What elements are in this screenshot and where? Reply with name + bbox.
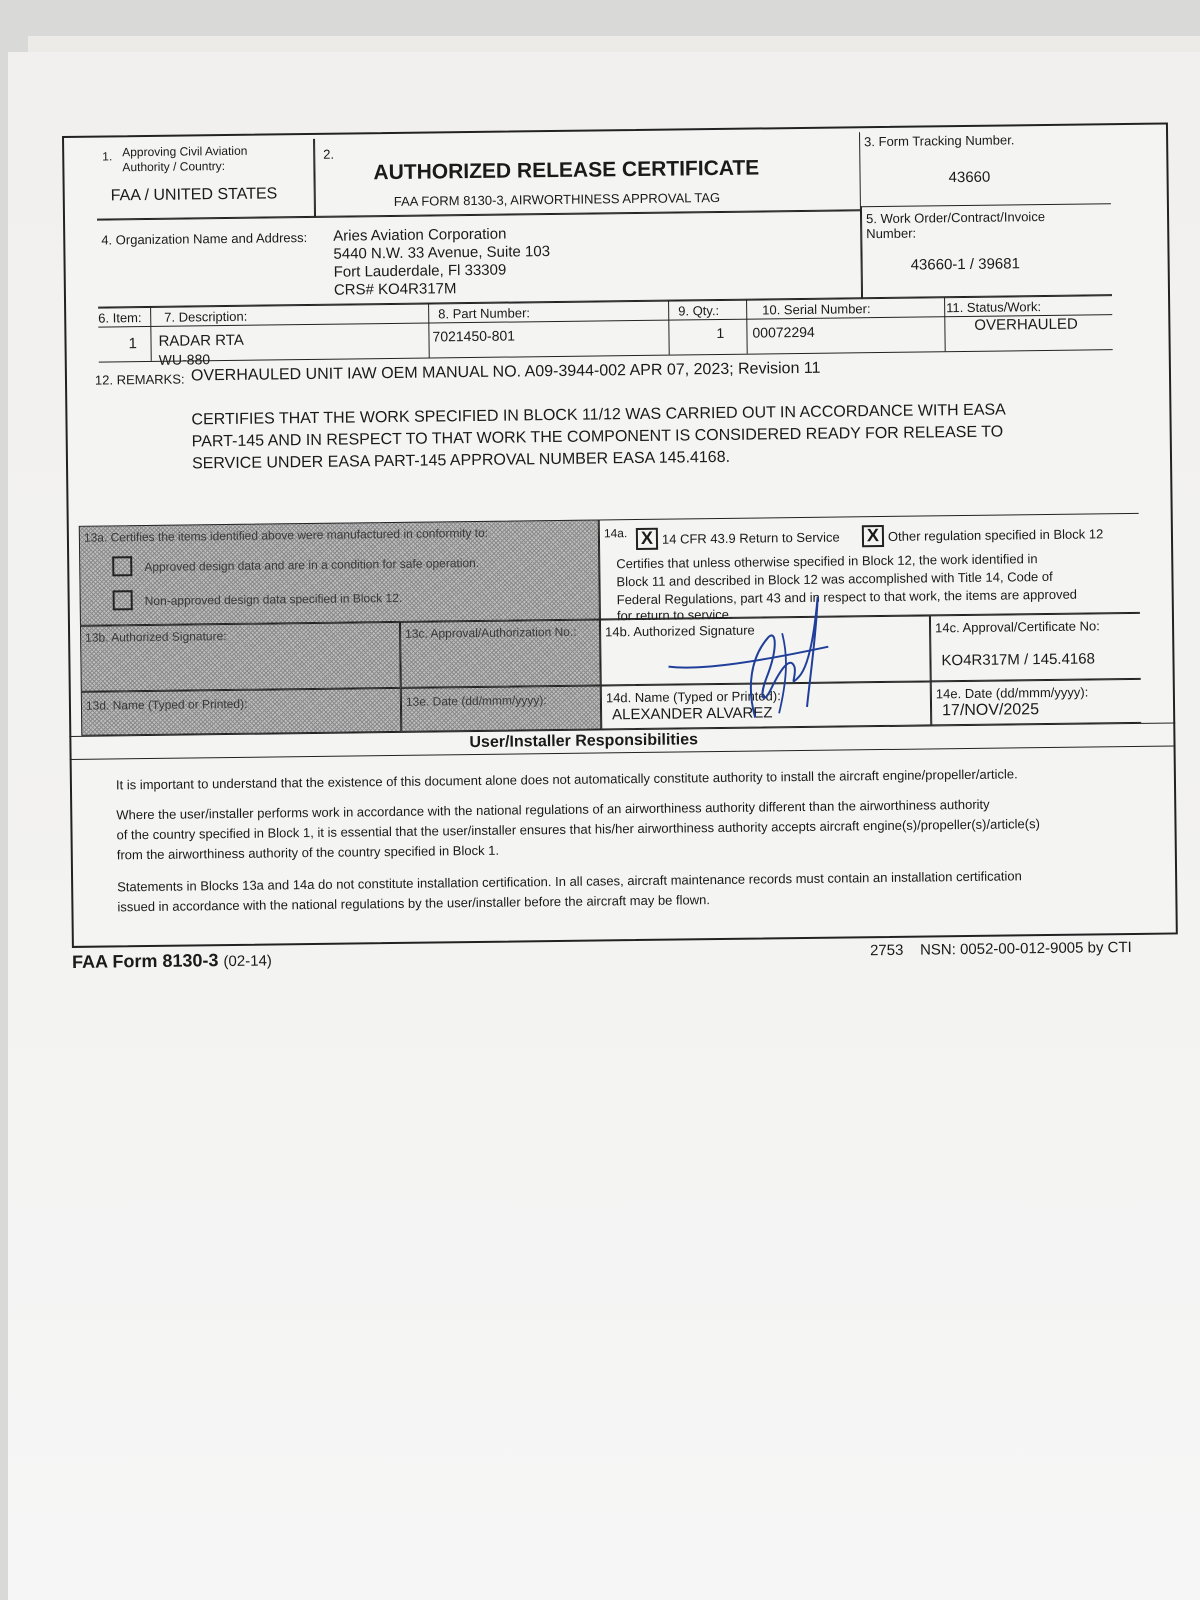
block-14b-label: 14b. Authorized Signature xyxy=(605,622,755,640)
header-serial-number: 10. Serial Number: xyxy=(762,301,871,318)
block-14d-label: 14d. Name (Typed or Printed): xyxy=(605,688,781,706)
remarks-cert-3: SERVICE UNDER EASA PART-145 APPROVAL NUMBER EASA 145.4168. xyxy=(191,448,731,473)
footer-code: 2753 xyxy=(869,941,904,960)
org-address-2: Fort Lauderdale, Fl 33309 xyxy=(333,261,507,281)
block-13c xyxy=(400,619,601,687)
block-3-label: 3. Form Tracking Number. xyxy=(864,132,1015,150)
responsibilities-paragraph-2b: of the country specified in Block 1, it is essential that the user/installer ensures that his/her airworthiness authority accepts aircraft engine(s)/propeller(s)/article(s) xyxy=(116,816,1040,843)
block-14a-text-4: for return to service. xyxy=(616,606,733,624)
work-order-number: 43660-1 / 39681 xyxy=(910,255,1021,274)
item-number: 1 xyxy=(128,335,137,353)
block-13a xyxy=(79,519,600,625)
block-4 xyxy=(97,210,862,307)
block-14c xyxy=(930,613,1141,682)
item-serial-number: 00072294 xyxy=(752,323,815,341)
remarks-cert-1: CERTIFIES THAT THE WORK SPECIFIED IN BLOCK 11/12 WAS CARRIED OUT IN ACCORDANCE WITH EASA xyxy=(191,401,1006,429)
return-to-service-label: 14 CFR 43.9 Return to Service xyxy=(661,529,840,547)
footer-nsn: NSN: 0052-00-012-9005 by CTI xyxy=(919,938,1132,959)
approval-certificate-number: KO4R317M / 145.4168 xyxy=(941,650,1096,670)
block-13b xyxy=(80,622,401,692)
header-part-number: 8. Part Number: xyxy=(438,305,531,322)
header-item: 6. Item: xyxy=(98,310,142,326)
non-approved-design-label: Non-approved design data specified in Block 12. xyxy=(144,590,403,609)
release-date: 17/NOV/2025 xyxy=(941,701,1040,720)
item-status: OVERHAULED xyxy=(974,315,1078,334)
block-5-label: 5. Work Order/Contract/Invoice Number: xyxy=(865,208,1046,242)
block-3 xyxy=(860,123,1111,206)
block-2 xyxy=(314,132,861,217)
block-2-number: 2. xyxy=(323,146,335,162)
certificate-subtitle: FAA FORM 8130-3, AIRWORTHINESS APPROVAL TAG xyxy=(393,189,721,209)
block-14a-text-1: Certifies that unless otherwise specified in Block 12, the work identified in xyxy=(616,551,1038,572)
non-approved-design-checkbox[interactable] xyxy=(113,590,133,610)
header-status: 11. Status/Work: xyxy=(946,299,1042,316)
other-regulation-checkbox[interactable]: X xyxy=(862,525,884,547)
block-14a-label: 14a. xyxy=(603,526,628,541)
block-13b-label: 13b. Authorized Signature: xyxy=(85,629,227,645)
form-tracking-number: 43660 xyxy=(948,168,991,187)
responsibilities-paragraph-1: It is important to understand that the existence of this document alone does not automatically constitute authority to install the aircraft engine/propeller/article. xyxy=(115,766,1018,793)
item-part-number: 7021450-801 xyxy=(432,327,516,345)
block-13d xyxy=(81,688,402,736)
remarks-cert-2: PART-145 AND IN RESPECT TO THAT WORK THE COMPONENT IS CONSIDERED READY FOR RELEASE TO xyxy=(191,423,1004,451)
approving-authority-value: FAA / UNITED STATES xyxy=(110,185,278,205)
responsibilities-paragraph-2a: Where the user/installer performs work in accordance with the national regulations of an airworthiness authority different than the airworthiness authority xyxy=(116,796,990,823)
handwritten-signature xyxy=(657,576,859,728)
item-description-2: WU-880 xyxy=(158,351,211,368)
remarks-line: OVERHAULED UNIT IAW OEM MANUAL NO. A09-3944-002 APR 07, 2023; Revision 11 xyxy=(190,359,821,385)
block-4-label: 4. Organization Name and Address: xyxy=(101,230,308,248)
block-13d-label: 13d. Name (Typed or Printed): xyxy=(85,696,248,713)
block-5 xyxy=(861,203,1112,298)
other-regulation-label: Other regulation specified in Block 12 xyxy=(887,526,1104,544)
block-14e xyxy=(931,679,1142,726)
org-crs: CRS# KO4R317M xyxy=(333,280,457,299)
approved-design-label: Approved design data and are in a condition for safe operation. xyxy=(144,555,480,575)
responsibilities-paragraph-3a: Statements in Blocks 13a and 14a do not constitute installation certification. In all cases, aircraft maintenance records must contain an installation certification xyxy=(117,868,1022,895)
faa-form-8130-3 xyxy=(62,122,1180,972)
block-1 xyxy=(96,139,315,220)
block-14a-text-2: Block 11 and described in Block 12 was accomplished with Title 14, Code of xyxy=(616,568,1053,590)
block-1-number: 1. xyxy=(102,149,113,164)
item-qty: 1 xyxy=(716,324,725,342)
block-13e xyxy=(401,685,602,731)
header-description: 7. Description: xyxy=(164,308,248,325)
approved-design-checkbox[interactable] xyxy=(112,556,132,576)
header-qty: 9. Qty.: xyxy=(678,302,720,319)
item-description-1: RADAR RTA xyxy=(158,331,244,350)
block-14a-text-3: Federal Regulations, part 43 and in respect to that work, the items are approved xyxy=(616,586,1078,608)
certificate-title: AUTHORIZED RELEASE CERTIFICATE xyxy=(373,156,760,185)
authorized-name: ALEXANDER ALVAREZ xyxy=(612,704,773,724)
responsibilities-paragraph-3b: issued in accordance with the national regulations by the user/installer before the aircraft may be flown. xyxy=(117,892,711,915)
block-13c-label: 13c. Approval/Authorization No.: xyxy=(405,624,577,641)
org-name: Aries Aviation Corporation xyxy=(333,225,507,245)
block-14e-label: 14e. Date (dd/mmm/yyyy): xyxy=(935,684,1089,702)
footer-form-id xyxy=(72,949,272,972)
return-to-service-checkbox[interactable]: X xyxy=(636,528,658,550)
responsibilities-paragraph-2c: from the airworthiness authority of the country specified in Block 1. xyxy=(116,842,500,863)
block-1-label: Approving Civil Aviation Authority / Country: xyxy=(122,143,248,175)
org-address-1: 5440 N.W. 33 Avenue, Suite 103 xyxy=(333,243,551,263)
block-12-label: 12. REMARKS: xyxy=(94,371,185,388)
block-12 xyxy=(94,349,1115,521)
block-14c-label: 14c. Approval/Certificate No: xyxy=(934,618,1100,636)
footer-form-name: FAA Form 8130-3 xyxy=(71,950,219,972)
block-13e-label: 13e. Date (dd/mmm/yyyy): xyxy=(405,693,547,709)
block-13a-label: 13a. Certifies the items identified above were manufactured in conformity to: xyxy=(83,525,489,545)
responsibilities-title: User/Installer Responsibilities xyxy=(469,731,699,752)
footer-form-revision: (02-14) xyxy=(223,952,272,971)
